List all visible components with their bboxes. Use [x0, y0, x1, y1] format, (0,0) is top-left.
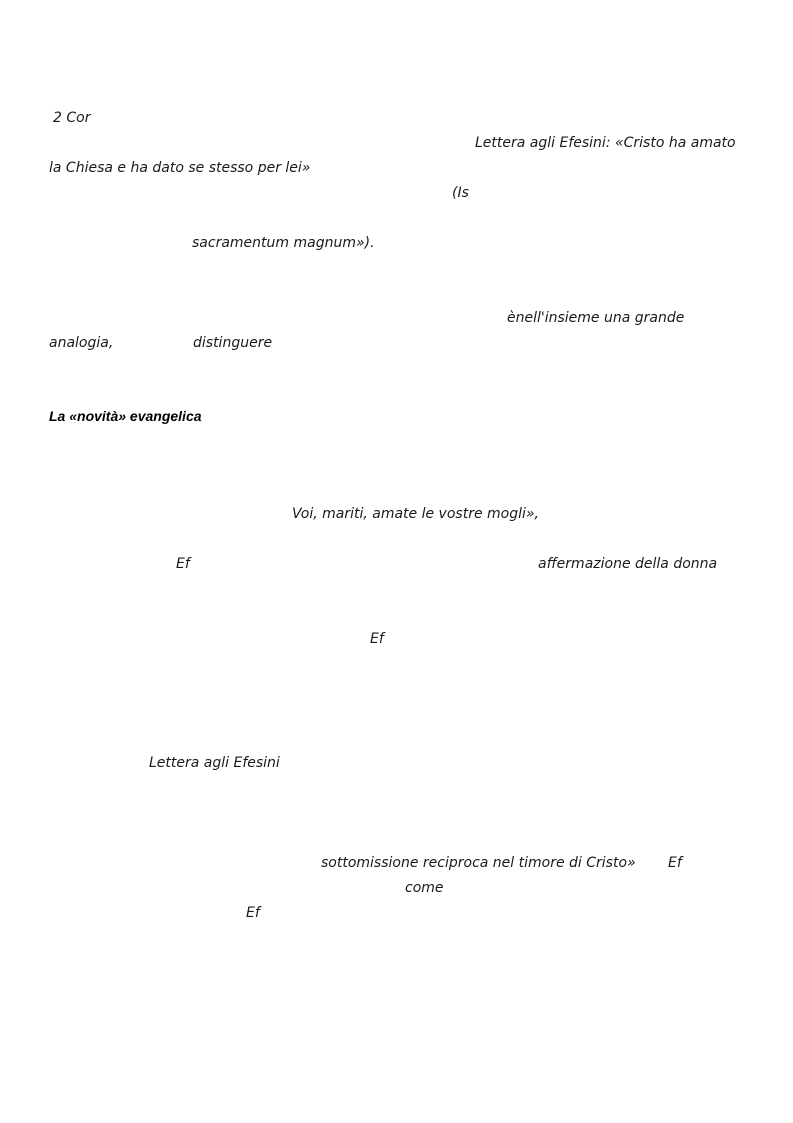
text-fragment: come: [405, 880, 444, 896]
text-fragment: 2 Cor: [53, 110, 91, 126]
text-fragment: Ef: [176, 556, 190, 572]
text-fragment: distinguere: [193, 335, 273, 351]
text-fragment: sottomissione reciproca nel timore di Cristo»: [321, 855, 636, 871]
text-fragment: (Is: [452, 185, 469, 201]
text-fragment: analogia,: [49, 335, 114, 351]
text-fragment: Ef: [668, 855, 682, 871]
text-fragment: Lettera agli Efesini: «Cristo ha amato: [475, 135, 736, 151]
text-fragment: Voi, mariti, amate le vostre mogli»,: [292, 506, 539, 522]
text-fragment: Ef: [246, 905, 260, 921]
text-fragment: Lettera agli Efesini: [149, 755, 280, 771]
text-fragment: Ef: [370, 631, 384, 647]
text-fragment: la Chiesa e ha dato se stesso per lei»: [49, 160, 311, 176]
section-heading: La «novità» evangelica: [49, 408, 202, 424]
text-fragment: sacramentum magnum»).: [192, 235, 375, 251]
text-fragment: affermazione della donna: [538, 556, 718, 572]
text-fragment: ènell'insieme una grande: [507, 310, 685, 326]
